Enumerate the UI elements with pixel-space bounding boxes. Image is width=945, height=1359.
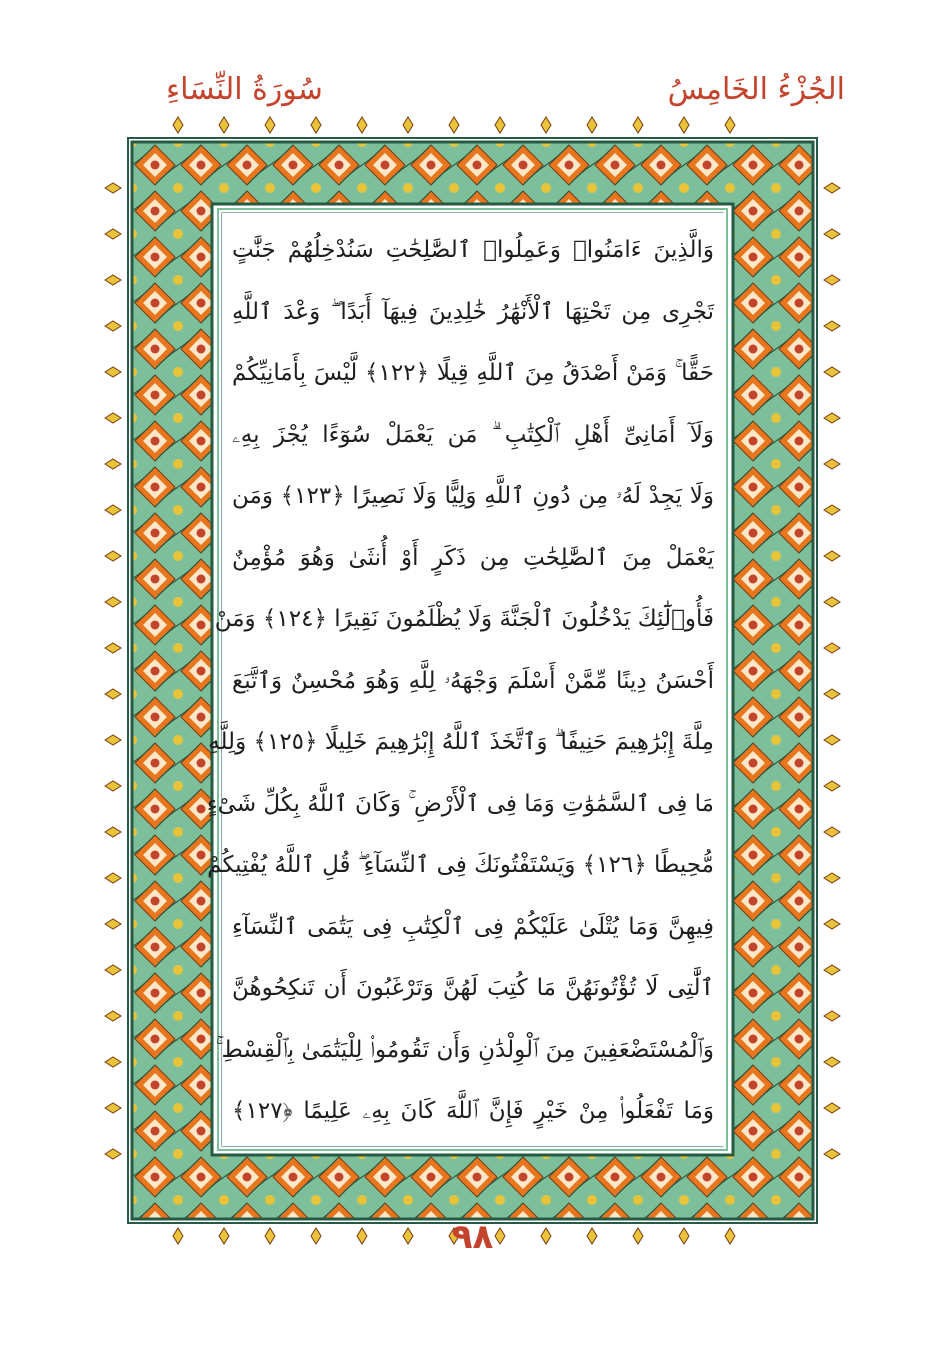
- page-number: ٩٨: [451, 1217, 494, 1257]
- verse-line: حَقًّا ۚ وَمَنْ أَصْدَقُ مِنَ ٱللَّهِ قِيلًا ﴿١٢٢﴾ لَّيْسَ بِأَمَانِيِّكُمْ: [232, 360, 714, 386]
- border-marker: [105, 827, 121, 837]
- verse-line: مَا فِى ٱلسَّمَٰوَٰتِ وَمَا فِى ٱلْأَرْضِ ۚ وَكَانَ ٱللَّهُ بِكُلِّ شَىْءٍ: [206, 790, 714, 817]
- border-marker: [105, 965, 121, 975]
- surah-header: سُورَةُ النِّسَاءِ: [166, 72, 323, 107]
- border-marker: [541, 117, 551, 133]
- border-marker: [824, 321, 840, 331]
- border-marker: [105, 551, 121, 561]
- border-marker: [105, 919, 121, 929]
- border-marker: [105, 781, 121, 791]
- verse-line: يَعْمَلْ مِنَ ٱلصَّٰلِحَٰتِ مِن ذَكَرٍ أَوْ أُنثَىٰ وَهُوَ مُؤْمِنٌ: [232, 544, 714, 571]
- border-marker: [824, 597, 840, 607]
- border-marker: [824, 505, 840, 515]
- border-marker: [824, 827, 840, 837]
- verse-line: مِلَّةَ إِبْرَٰهِيمَ حَنِيفًا ۗ وَٱتَّخَذَ ٱللَّهُ إِبْرَٰهِيمَ خَلِيلًا ﴿١٢٥﴾ وَلِلَّهِ: [208, 729, 714, 755]
- border-marker: [105, 321, 121, 331]
- border-marker: [449, 117, 459, 133]
- border-marker: [105, 1149, 121, 1159]
- verse-line: مُّحِيطًا ﴿١٢٦﴾ وَيَسْتَفْتُونَكَ فِى ٱلنِّسَآءِ ۖ قُلِ ٱللَّهُ يُفْتِيكُمْ: [207, 852, 714, 878]
- border-marker: [105, 643, 121, 653]
- border-marker: [105, 367, 121, 377]
- verse-line: وَمَا تَفْعَلُوا۟ مِنْ خَيْرٍ فَإِنَّ ٱللَّهَ كَانَ بِهِۦ عَلِيمًا ﴿١٢٧﴾: [232, 1098, 714, 1124]
- juz-header: الجُزْءُ الخَامِسُ: [667, 72, 845, 107]
- border-marker: [824, 413, 840, 423]
- verse-line: فَأُو۟لَٰٓئِكَ يَدْخُلُونَ ٱلْجَنَّةَ وَلَا يُظْلَمُونَ نَقِيرًا ﴿١٢٤﴾ وَمَنْ: [214, 606, 714, 632]
- border-marker: [824, 735, 840, 745]
- border-marker: [824, 1103, 840, 1113]
- border-marker: [824, 459, 840, 469]
- verse-line: وَالَّذِينَ ءَامَنُوا۟ وَعَمِلُوا۟ ٱلصَّٰلِحَٰتِ سَنُدْخِلُهُمْ جَنَّٰتٍ: [232, 237, 714, 263]
- border-marker: [824, 1011, 840, 1021]
- verse-line: وَلَآ أَمَانِىِّ أَهْلِ ٱلْكِتَٰبِ ۗ مَن يَعْمَلْ سُوٓءًا يُجْزَ بِهِۦ: [232, 421, 714, 448]
- verse-line: وَٱلْمُسْتَضْعَفِينَ مِنَ ٱلْوِلْدَٰنِ وَأَن تَقُومُوا۟ لِلْيَتَٰمَىٰ بِٱلْقِسْطِ ۚ: [215, 1036, 714, 1063]
- border-marker: [403, 117, 413, 133]
- border-marker: [105, 413, 121, 423]
- border-marker: [105, 275, 121, 285]
- border-marker: [105, 597, 121, 607]
- verse-line: فِيهِنَّ وَمَا يُتْلَىٰ عَلَيْكُمْ فِى ٱلْكِتَٰبِ فِى يَتَٰمَى ٱلنِّسَآءِ: [232, 913, 714, 940]
- border-marker: [105, 735, 121, 745]
- border-marker: [587, 117, 597, 133]
- border-marker: [105, 505, 121, 515]
- verse-line: ٱلَّٰتِى لَا تُؤْتُونَهُنَّ مَا كُتِبَ لَهُنَّ وَتَرْغَبُونَ أَن تَنكِحُوهُنَّ: [232, 975, 714, 1001]
- border-marker: [105, 689, 121, 699]
- border-marker: [824, 1057, 840, 1067]
- border-marker: [824, 229, 840, 239]
- border-marker: [265, 117, 275, 133]
- border-marker: [824, 965, 840, 975]
- border-marker: [824, 919, 840, 929]
- verse-line: وَلَا يَجِدْ لَهُۥ مِن دُونِ ٱللَّهِ وَلِيًّا وَلَا نَصِيرًا ﴿١٢٣﴾ وَمَن: [232, 483, 714, 509]
- border-marker: [824, 183, 840, 193]
- verse-line: أَحْسَنُ دِينًا مِّمَّنْ أَسْلَمَ وَجْهَهُۥ لِلَّهِ وَهُوَ مُحْسِنٌ وَٱتَّبَعَ: [232, 667, 714, 694]
- border-marker: [105, 1057, 121, 1067]
- border-marker: [824, 1149, 840, 1159]
- border-marker: [495, 117, 505, 133]
- border-marker: [725, 117, 735, 133]
- border-marker: [357, 117, 367, 133]
- border-marker: [679, 117, 689, 133]
- border-marker: [824, 781, 840, 791]
- border-marker: [105, 1011, 121, 1021]
- border-marker: [824, 689, 840, 699]
- border-marker: [173, 117, 183, 133]
- border-marker: [105, 183, 121, 193]
- border-marker: [824, 275, 840, 285]
- border-marker: [105, 229, 121, 239]
- border-marker: [105, 459, 121, 469]
- border-marker: [219, 117, 229, 133]
- border-marker: [824, 367, 840, 377]
- border-marker: [105, 873, 121, 883]
- border-marker: [824, 873, 840, 883]
- border-marker: [824, 643, 840, 653]
- border-marker: [311, 117, 321, 133]
- border-marker: [633, 117, 643, 133]
- border-marker: [105, 1103, 121, 1113]
- verse-line: تَجْرِى مِن تَحْتِهَا ٱلْأَنْهَٰرُ خَٰلِدِينَ فِيهَآ أَبَدًا ۖ وَعْدَ ٱللَّهِ: [232, 298, 714, 325]
- border-marker: [824, 551, 840, 561]
